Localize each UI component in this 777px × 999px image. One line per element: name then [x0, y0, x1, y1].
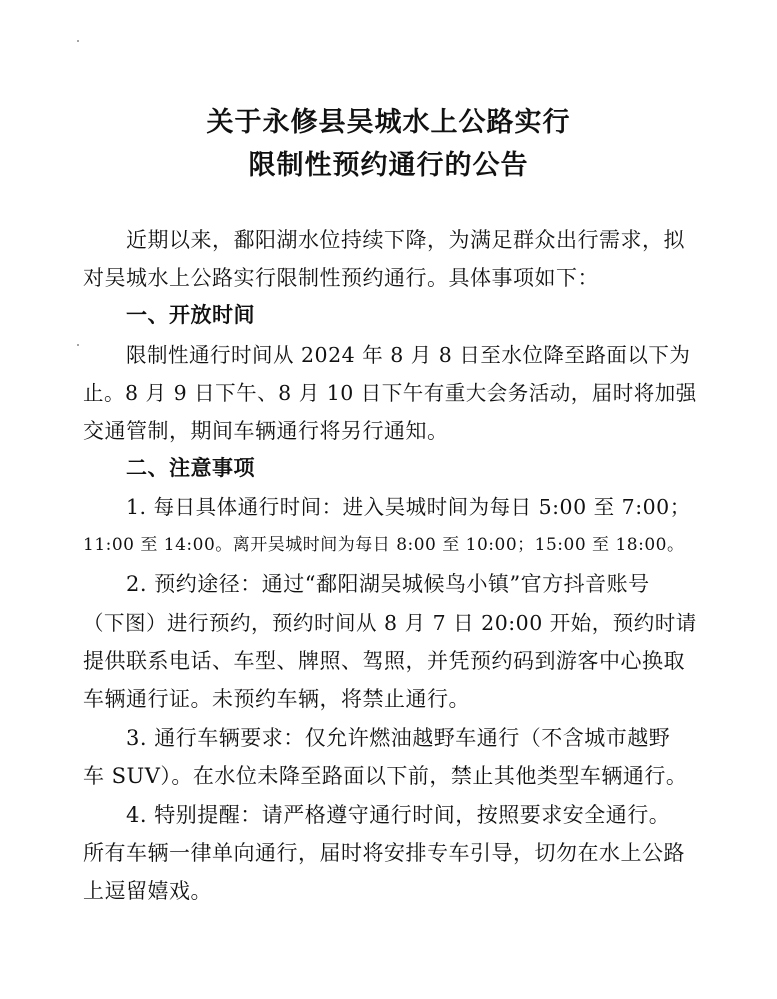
body-paragraph-line: 限制性通行时间从 2024 年 8 月 8 日至水位降至路面以下为	[126, 343, 691, 367]
body-paragraph-line: 近期以来，鄱阳湖水位持续下降，为满足群众出行需求，拟	[126, 228, 685, 252]
body-paragraph-line: 提供联系电话、车型、牌照、驾照，并凭预约码到游客中心换取	[83, 649, 685, 673]
section-heading-notes: 二、注意事项	[126, 456, 255, 480]
body-paragraph-line: 11:00 至 14:00。离开吴城时间为每日 8:00 至 10:00；15:00 至 18:00。	[83, 535, 685, 555]
body-paragraph-line: 上逗留嬉戏。	[83, 879, 212, 903]
body-paragraph-line: 止。8 月 9 日下午、8 月 10 日下午有重大会务活动，届时将加强	[83, 381, 697, 405]
body-paragraph-line: 3. 通行车辆要求：仅允许燃油越野车通行（不含城市越野	[126, 726, 671, 750]
body-paragraph-line: 2. 预约途径：通过“鄱阳湖吴城候鸟小镇”官方抖音账号	[126, 572, 650, 596]
body-paragraph-line: 车辆通行证。未预约车辆，将禁止通行。	[83, 687, 470, 711]
body-paragraph-line: 1. 每日具体通行时间：进入吴城时间为每日 5:00 至 7:00；	[126, 495, 691, 519]
body-paragraph-line: 4. 特别提醒：请严格遵守通行时间，按照要求安全通行。	[126, 803, 671, 827]
body-paragraph-line: 车 SUV）。在水位未降至路面以下前，禁止其他类型车辆通行。	[83, 764, 688, 788]
document-title-line-1: 关于永修县吴城水上公路实行	[206, 107, 571, 138]
document-title-line-2: 限制性预约通行的公告	[248, 150, 529, 181]
body-paragraph-line: 所有车辆一律单向通行，届时将安排专车引导，切勿在水上公路	[83, 841, 685, 865]
scan-speck	[77, 344, 79, 346]
body-paragraph-line: 交通管制，期间车辆通行将另行通知。	[83, 419, 449, 443]
scan-speck	[77, 40, 79, 42]
body-paragraph-line: 对吴城水上公路实行限制性预约通行。具体事项如下：	[83, 266, 599, 290]
section-heading-open-time: 一、开放时间	[126, 303, 255, 327]
body-paragraph-line: （下图）进行预约，预约时间从 8 月 7 日 20:00 开始，预约时请	[83, 611, 697, 635]
